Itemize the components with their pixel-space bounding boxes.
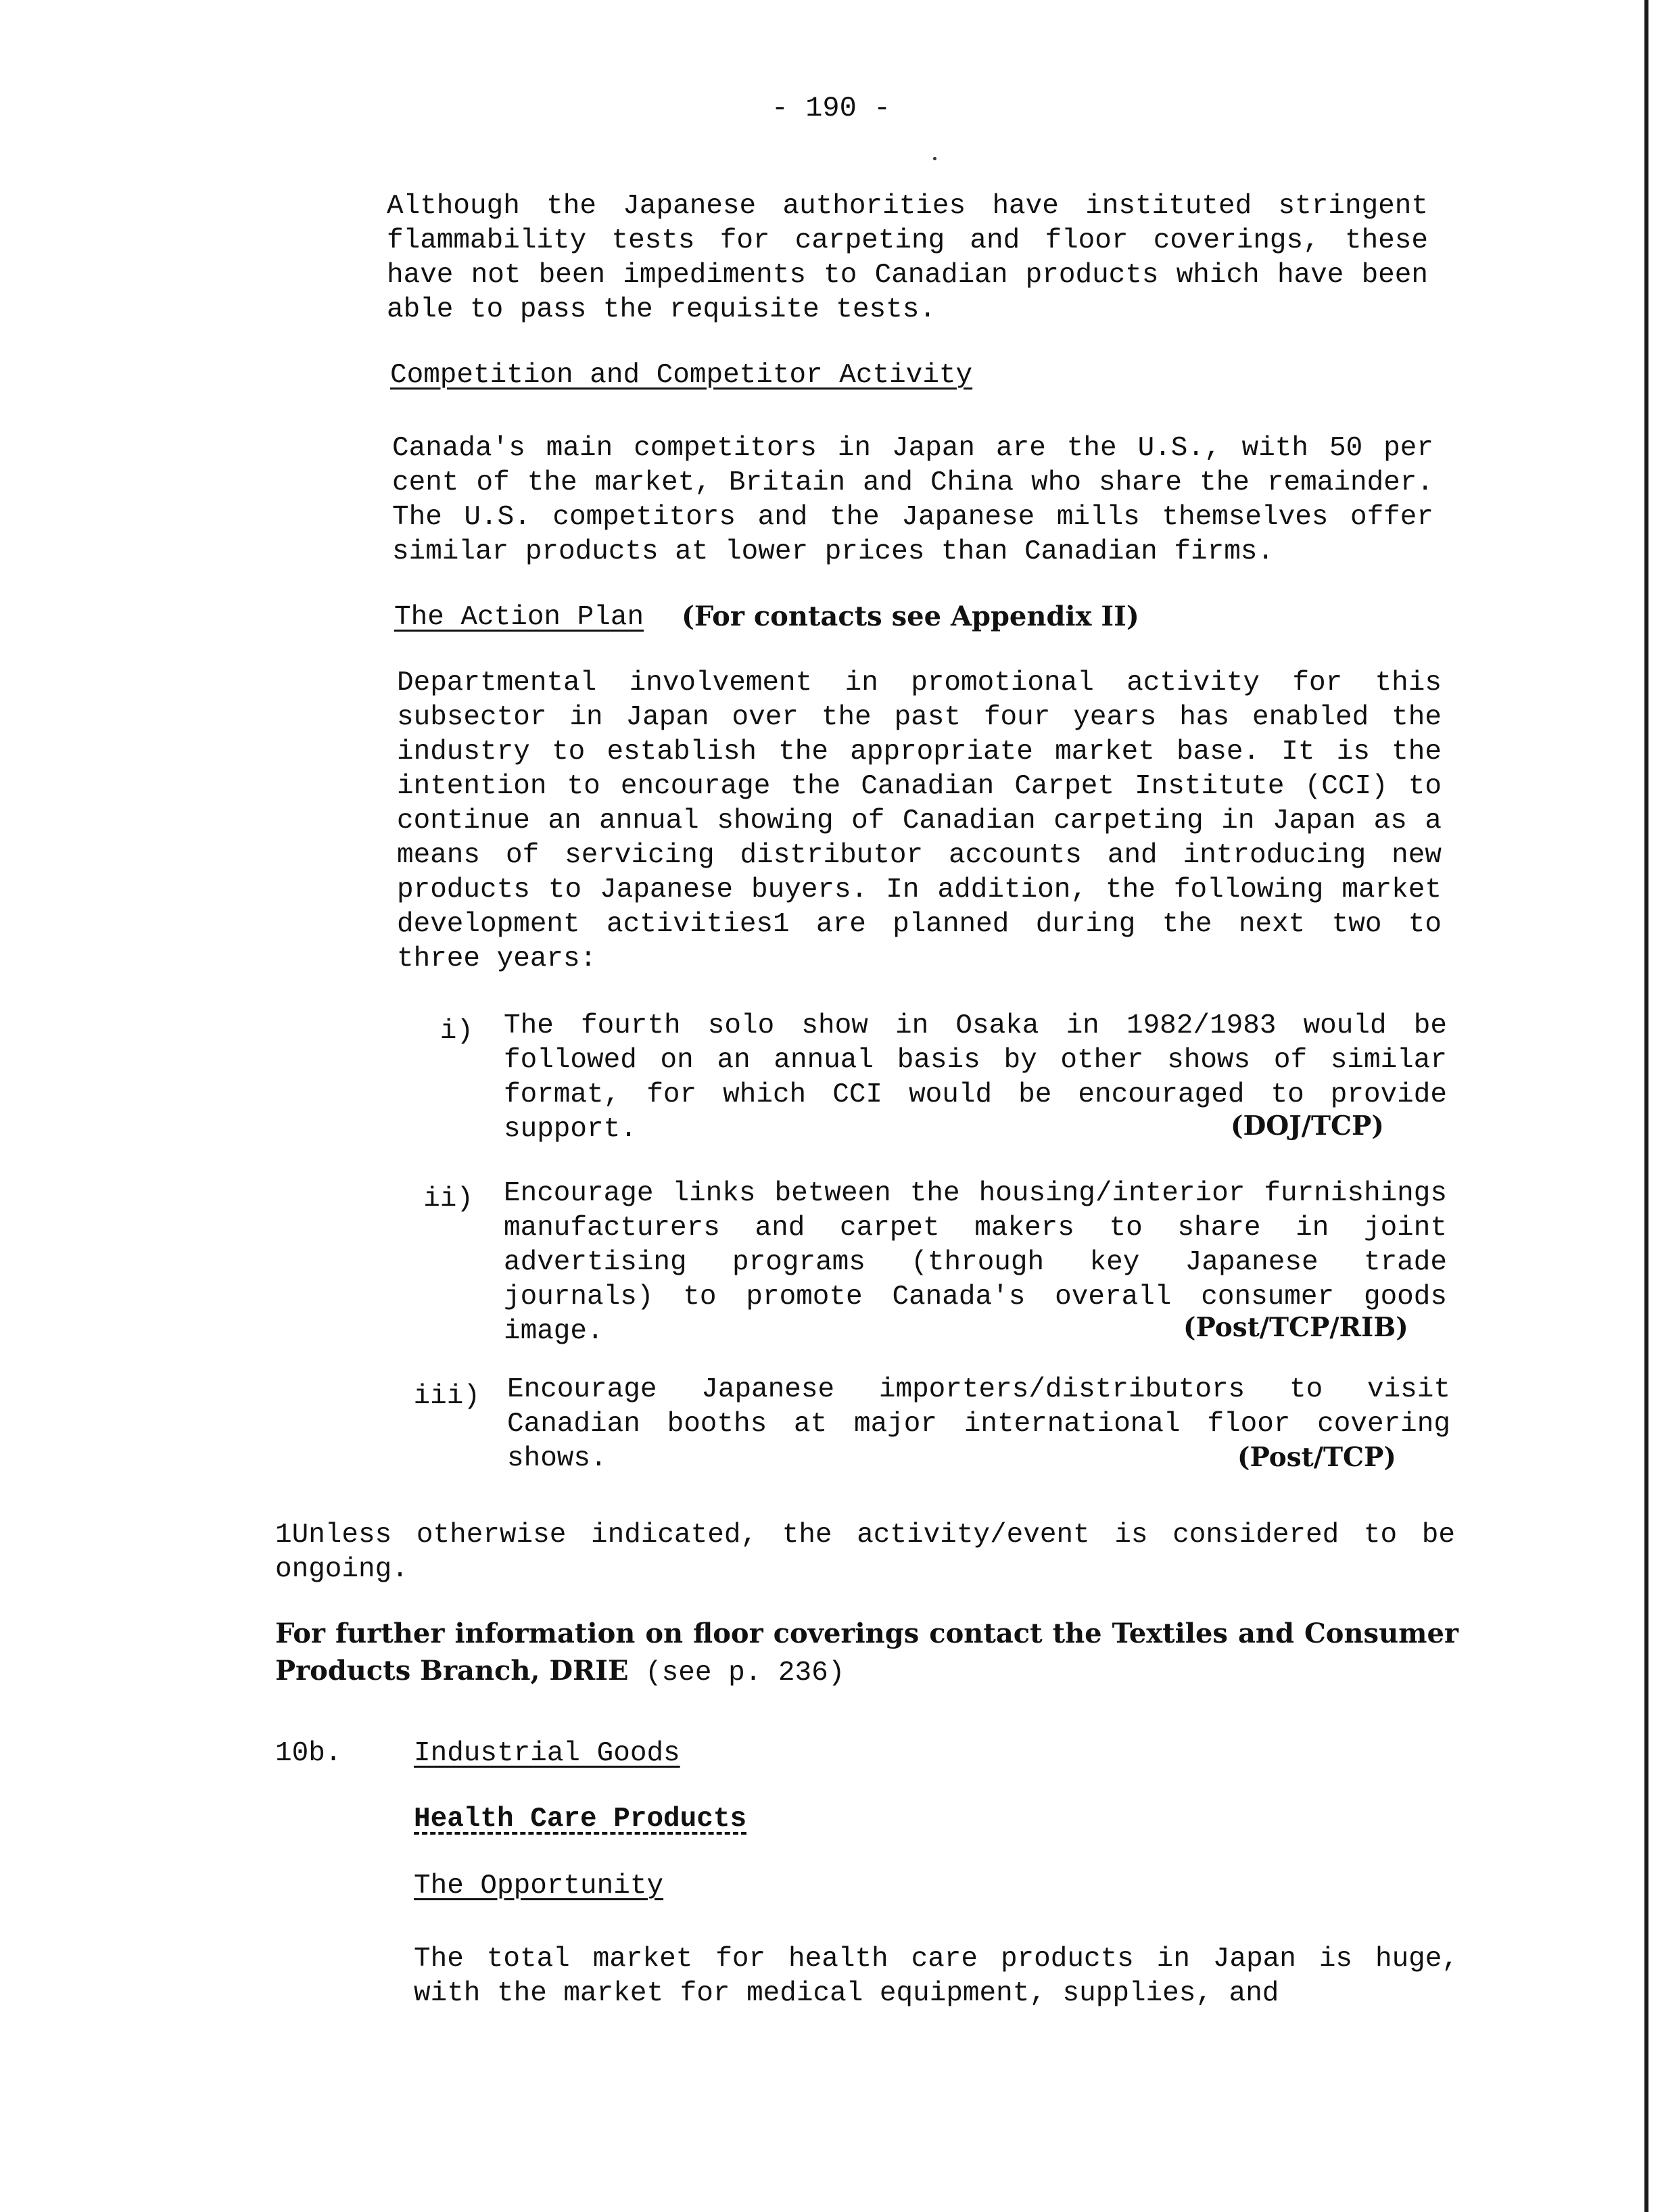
further-info-paragraph	[275, 1616, 1458, 1691]
competition-paragraph: Canada's main competitors in Japan are the U.S., with 50 per cent of the market, Britain and China who share the remainder. The U.S. competitors and the Japanese mills themselves offer similar products at lower prices than Canadian firms.	[392, 433, 1433, 567]
list-item-label-1: i)	[440, 1016, 473, 1047]
action-plan-contacts-note: (For contacts see Appendix II)	[682, 601, 1139, 632]
action-plan-paragraph: Departmental involvement in promotional activity for this subsector in Japan over the past four years has enabled the industry to establish the appropriate market base. It is the intention to encourage the Canadian Carpet Institute (CCI) to continue an annual showing of Canadian carpeting in Japan as a means of servicing distributor accounts and introducing new products to Japanese buyers. In addition, the following market development activities1 are planned during the next two to three years:	[397, 667, 1442, 974]
section-number: 10b.	[275, 1738, 342, 1769]
list-item-label-3: iii)	[413, 1381, 480, 1412]
section-subtitle	[414, 1802, 746, 1837]
list-item-text-1: The fourth solo show in Osaka in 1982/1983 would be followed on an annual basis by other shows of similar format, for which CCI would be encouraged to provide support.	[504, 1010, 1447, 1145]
page-number: - 190 -	[771, 92, 891, 124]
intro-paragraph: Although the Japanese authorities have instituted stringent flammability tests for carpeting and floor coverings, these have not been impediments to Canadian products which have been able to pass the requisite tests.	[387, 191, 1428, 325]
section-subtitle-text: Health Care Products	[414, 1804, 747, 1835]
further-info-page-ref: (see p. 236)	[645, 1657, 845, 1689]
competition-heading-text: Competition and Competitor Activity	[390, 360, 973, 391]
list-item-text-3: Encourage Japanese importers/distributors to visit Canadian booths at major international floor covering shows.	[507, 1374, 1450, 1474]
opportunity-heading-text: The Opportunity	[414, 1870, 664, 1902]
opportunity-paragraph: The total market for health care products in Japan is huge, with the market for medical equipment, supplies, and	[414, 1944, 1458, 2009]
list-item-tag-3: (Post/TCP)	[1237, 1442, 1396, 1473]
list-item-label-2: ii)	[423, 1183, 473, 1215]
competition-heading	[390, 358, 972, 393]
section-title-text: Industrial Goods	[414, 1738, 680, 1769]
action-plan-heading	[394, 601, 644, 635]
scan-speck	[933, 157, 936, 160]
action-plan-heading-text: The Action Plan	[394, 602, 644, 633]
opportunity-heading	[414, 1869, 663, 1904]
list-item-tag-1: (DOJ/TCP)	[1231, 1110, 1384, 1142]
section-title	[414, 1737, 680, 1771]
list-item-text-2: Encourage links between the housing/interior furnishings manufacturers and carpet makers to share in joint advertising programs (through key Japanese trade journals) to promote Canada's overall consumer goods image.	[504, 1178, 1447, 1347]
further-info-bold: For further information on floor coverings contact the Textiles and Consumer Products Branch, DRIE	[275, 1618, 1458, 1687]
scan-edge-line	[1644, 0, 1648, 2212]
list-item-tag-2: (Post/TCP/RIB)	[1183, 1312, 1408, 1343]
footnote: 1Unless otherwise indicated, the activity/event is considered to be ongoing.	[275, 1520, 1455, 1585]
